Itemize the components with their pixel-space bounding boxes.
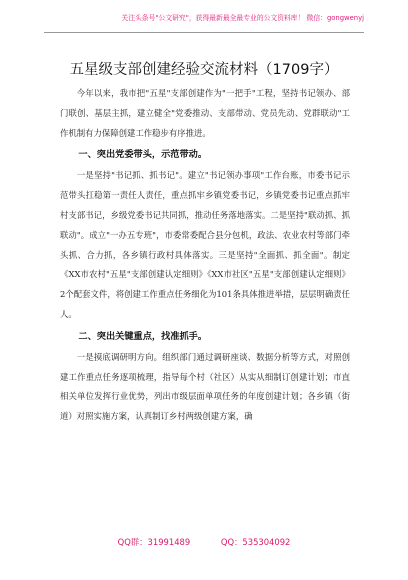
footer-contact <box>0 536 408 548</box>
section-heading-2: 二、突出关键重点，找准抓手。 <box>78 330 208 342</box>
footer-qq-group: QQ群：31991489 <box>117 537 191 547</box>
section-2-paragraph: 一是摸底调研明方向。组织部门通过调研座谈、数据分析等方式，对照创建工作重点任务逐项梳理，指导每个村（社区）从实从细制订创建计划；市直相关单位发挥行业优势，列出市级层面单项任务的年度创建计划；各乡镇（街道）对照实施方案，认真制订乡村两级创建方案，确 <box>60 351 350 422</box>
section-1-paragraph: 一是坚持"书记抓、抓书记"。建立"书记领办事项"工作台账，市委书记示范带头扛稳第一责任人责任，重点抓牢乡镇党委书记，乡镇党委书记重点抓牢村支部书记，乡级党委书记共同抓，推动任务落地落实。二是坚持"联动抓、抓联动"。成立"一办五专班"，市委常委配合县分包机，政法、农业农村等部门牵头抓、合力抓，各乡镇行政村具体落实。三是坚持"全面抓、抓全面"。制定《XX市农村"五星"支部创建认定细则》《XX市社区"五星"支部创建认定细则》2个配套文件，将创建工作重点任务细化为101条具体推进举措，层层明确责任人。 <box>60 170 350 319</box>
header-banner: 关注头条号"公文研究"，获得最新最全最专业的公文资料库！ 微信：gongwenyj <box>121 14 364 22</box>
document-body <box>60 84 350 427</box>
page-title: 五星级支部创建经验交流材料（1709字） <box>69 62 339 78</box>
header-divider <box>44 32 364 33</box>
section-heading-1: 一、突出党委带头，示范带动。 <box>78 149 208 161</box>
intro-paragraph: 今年以来，我市把"五星"支部创建作为"一把手"工程，坚持书记领办、部门联创、基层主抓，建立健全"党委推动、支部带动、党员先动、党群联动"工作机制有力保障创建工作稳步有序推进。 <box>60 88 350 138</box>
footer-qq-number: QQ：535304092 <box>220 537 291 547</box>
